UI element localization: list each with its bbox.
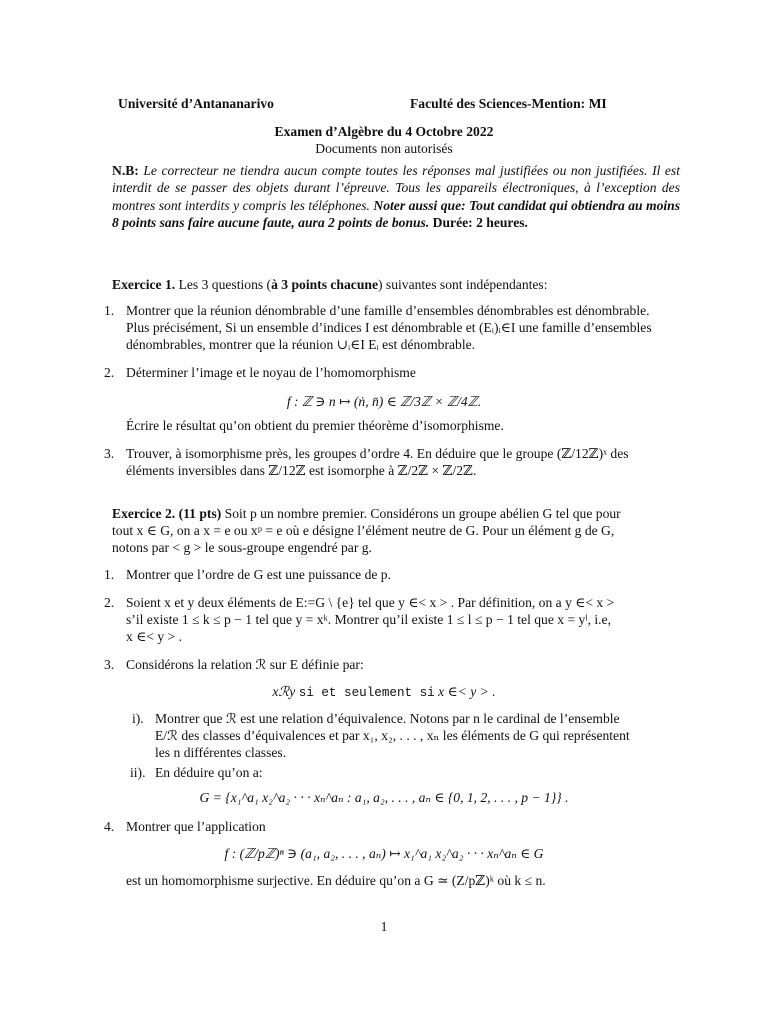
group-generation-formula: G = {x₁^a₁ x₂^a₂ · · · xₙ^aₙ : a₁, a₂, . . . , aₙ ∈ {0, 1, 2, . . . , p − 1}} .: [199, 790, 569, 805]
subquestion-line: les n différentes classes.: [155, 745, 287, 760]
ex1-intro: [112, 276, 548, 293]
question-number: 4.: [104, 819, 115, 834]
exam-title: Examen d’Algèbre du 4 Octobre 2022: [274, 124, 494, 139]
ex2-title: Exercice 2.: [112, 506, 176, 521]
question-number: 1.: [104, 567, 115, 582]
ex2-q3-sub-ii: [130, 764, 684, 781]
nb-rules-text: Le correcteur ne tiendra aucun compte toutes les réponses mal justifiées ou non justifiées. Il est interdit de se passer des objets durant l’épreuve. Tous les appareils électroniques, à l’exception des montres sont interdits y compris les téléphones.: [112, 163, 680, 213]
relation-right: x ∈< y > .: [438, 684, 496, 699]
nb-label: N.B:: [112, 163, 139, 178]
duration-value: 2 heures.: [476, 214, 528, 230]
relation-definition: [0, 683, 768, 702]
ex2-question-3: [104, 656, 684, 673]
ex2-question-4: [104, 818, 684, 835]
question-line: éléments inversibles dans ℤ/12ℤ est isomorphe à ℤ/2ℤ × ℤ/2ℤ.: [126, 463, 477, 478]
ex2-q3-sub-i: [132, 710, 684, 761]
question-line: s’il existe 1 ≤ k ≤ p − 1 tel que y = xᵏ. Montrer qu’il existe 1 ≤ l ≤ p − 1 tel que x = yˡ, i.e,: [126, 612, 611, 627]
question-number: 3.: [104, 446, 115, 461]
subquestion-line: E/ℛ des classes d’équivalences et par x₁, x₂, . . . , xₙ les éléments de G qui représentent: [155, 728, 630, 743]
question-line: Considérons la relation ℛ sur E définie par:: [126, 657, 364, 672]
faculty-name: Faculté des Sciences-Mention: MI: [410, 96, 607, 111]
ex1-intro-bold: à 3 points chacune: [271, 277, 378, 292]
question-number: 2.: [104, 365, 115, 380]
nb-paragraph: [112, 162, 680, 231]
question-line: Soient x et y deux éléments de E:=G \ {e} tel que y ∈< x > . Par définition, on a y ∈< x >: [126, 595, 615, 610]
relation-connector: si et seulement si: [298, 686, 435, 700]
page-number: 1: [380, 919, 388, 934]
ex2-question-2: [104, 594, 684, 645]
question-line: dénombrables, montrer que la réunion ∪ᵢ∈I Eᵢ est dénombrable.: [126, 337, 476, 352]
question-line: Montrer que l’ordre de G est une puissance de p.: [126, 567, 391, 582]
ex1-q2-formula: f : ℤ ∋ n ↦ (ṅ, n̄) ∈ ℤ/3ℤ × ℤ/4ℤ.: [286, 394, 482, 409]
question-line: x ∈< y > .: [126, 629, 182, 644]
ex1-title: Exercice 1.: [112, 277, 176, 292]
ex1-question-2: [104, 364, 684, 381]
ex1-q2-line2: Écrire le résultat qu’on obtient du premier théorème d’isomorphisme.: [126, 418, 504, 433]
subquestion-number: i).: [132, 711, 144, 726]
ex2-question-1: [104, 566, 684, 583]
subquestion-line: En déduire qu’on a:: [155, 765, 263, 780]
question-line: Montrer que la réunion dénombrable d’une famille d’ensembles dénombrables est dénombrable.: [126, 303, 650, 318]
question-line: Déterminer l’image et le noyau de l’homomorphisme: [126, 365, 416, 380]
duration-label: Durée:: [432, 214, 473, 230]
ex2-q4-conclusion: est un homomorphisme surjective. En déduire qu’on a G ≃ (Z/pℤ)ᵏ où k ≤ n.: [126, 873, 546, 888]
ex2-points: (11 pts): [178, 506, 222, 521]
ex2-intro-line: Soit p un nombre premier. Considérons un groupe abélien G tel que pour: [224, 506, 621, 521]
question-number: 3.: [104, 657, 115, 672]
homomorphism-formula: f : (ℤ/pℤ)ⁿ ∋ (a₁, a₂, . . . , aₙ) ↦ x₁^a₁ x₂^a₂ · · · xₙ^aₙ ∈ G: [224, 846, 544, 861]
question-line: Trouver, à isomorphisme près, les groupes d’ordre 4. En déduire que le groupe (ℤ/12ℤ)ˣ des: [126, 446, 629, 461]
question-line: Plus précisément, Si un ensemble d’indices I est dénombrable et (Eᵢ)ᵢ∈I une famille d’ensembles: [126, 320, 652, 335]
ex1-intro-a: Les 3 questions (: [178, 277, 272, 292]
subquestion-line: Montrer que ℛ est une relation d’équivalence. Notons par n le cardinal de l’ensemble: [155, 711, 620, 726]
university-name: Université d’Antananarivo: [118, 96, 274, 111]
subquestion-number: ii).: [130, 765, 146, 780]
question-number: 2.: [104, 595, 115, 610]
ex1-question-3: [104, 445, 684, 479]
ex1-question-1: [104, 302, 684, 353]
ex2-intro-line: tout x ∈ G, on a x = e ou xᵖ = e où e désigne l’élément neutre de G. Pour un élément g de G,: [112, 523, 615, 538]
ex2-intro: [112, 505, 680, 556]
ex1-intro-b: ) suivantes sont indépendantes:: [377, 277, 548, 292]
ex2-intro-line: notons par < g > le sous-groupe engendré par g.: [112, 540, 372, 555]
documents-note: Documents non autorisés: [315, 141, 453, 156]
nb-bonus-text: Noter aussi que: Tout candidat qui obtiendra au moins 8 points sans faire aucune faute, aura 2 points de bonus.: [112, 197, 681, 230]
question-number: 1.: [104, 303, 115, 318]
relation-left: xℛy: [272, 684, 296, 699]
question-line: Montrer que l’application: [126, 819, 266, 834]
